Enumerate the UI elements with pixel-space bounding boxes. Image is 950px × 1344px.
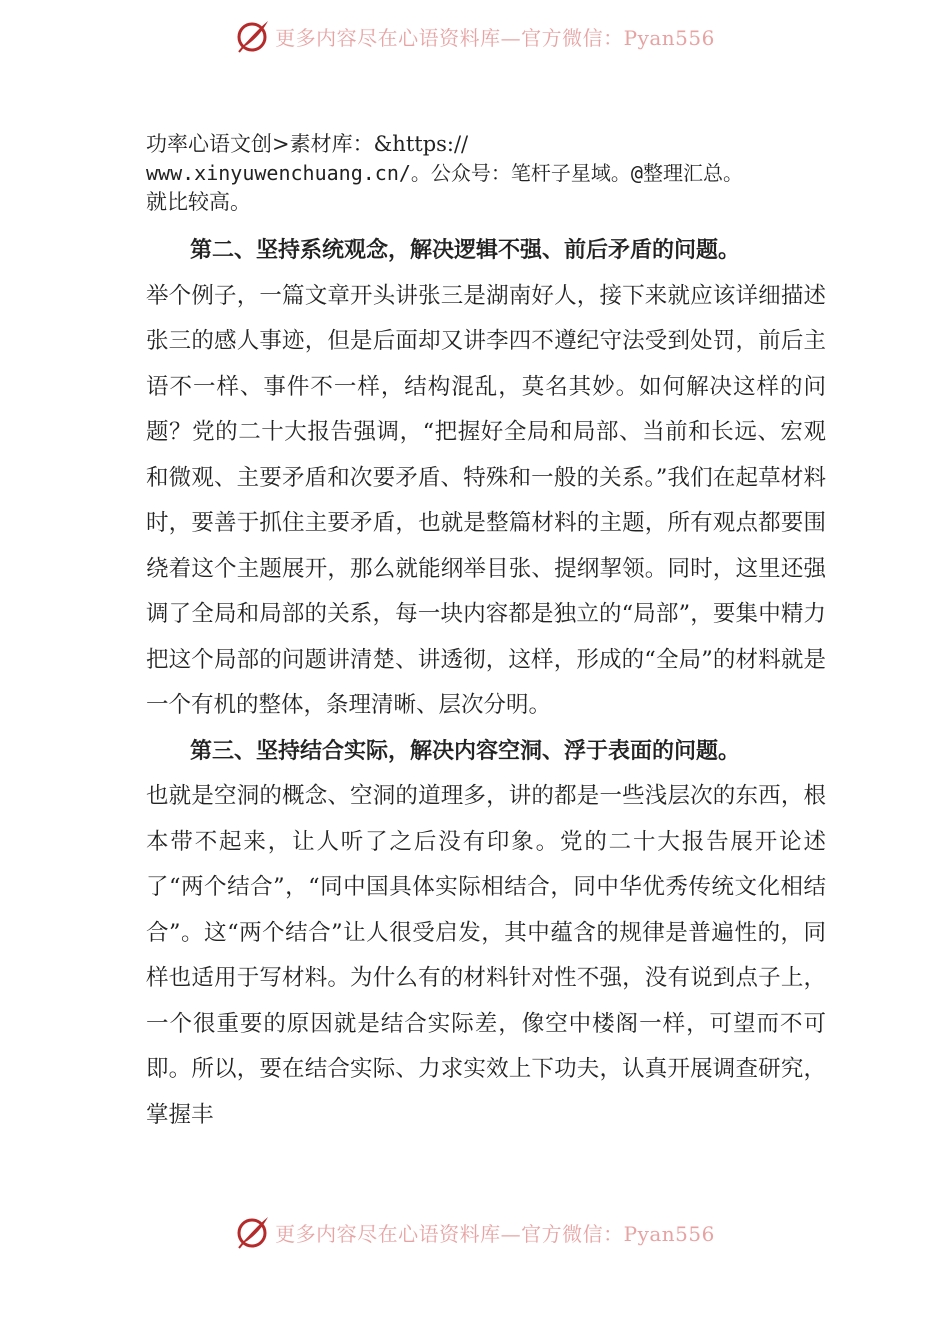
intro-block: [146, 130, 866, 217]
intro-line-3: 就比较高。: [146, 190, 251, 214]
intro-line-1: 功率心语文创>素材库：&https://: [146, 132, 469, 156]
section-heading-3: 第三、坚持结合实际，解决内容空洞、浮于表面的问题。: [190, 738, 741, 764]
banner-text: 更多内容尽在心语资料库—官方微信：Pyan556: [275, 1221, 715, 1246]
footer-banner: [0, 1212, 950, 1252]
section-paragraph-3: 也就是空洞的概念、空洞的道理多，讲的都是一些浅层次的东西，根本带不起来，让人听了之后没有印象。党的二十大报告展开论述了“两个结合”，“同中国具体实际相结合，同中华优秀传统文化相结合”。这“两个结合”让人很受启发，其中蕴含的规律是普遍性的，同样也适用于写材料。为什么有的材料针对性不强，没有说到点子上，一个很重要的原因就是结合实际差，像空中楼阁一样，可望而不可即。所以，要在结合实际、力求实效上下功夫，认真开展调查研究，掌握丰: [146, 783, 826, 1128]
quill-pen-logo-icon: [235, 1214, 271, 1250]
section-paragraph-2: 举个例子，一篇文章开头讲张三是湖南好人，接下来就应该详细描述张三的感人事迹，但是后面却又讲李四不遵纪守法受到处罚，前后主语不一样、事件不一样，结构混乱，莫名其妙。如何解决这样的问题？党的二十大报告强调，“把握好全局和局部、当前和长远、宏观和微观、主要矛盾和次要矛盾、特殊和一般的关系。”我们在起草材料时，要善于抓住主要矛盾，也就是整篇材料的主题，所有观点都要围绕着这个主题展开，那么就能纲举目张、提纲挈领。同时，这里还强调了全局和局部的关系，每一块内容都是独立的“局部”，要集中精力把这个局部的问题讲清楚、讲透彻，这样，形成的“全局”的材料就是一个有机的整体，条理清晰、层次分明。: [146, 282, 826, 718]
banner-text: 更多内容尽在心语资料库—官方微信：Pyan556: [275, 25, 715, 50]
section-heading-2: 第二、坚持系统观念，解决逻辑不强、前后矛盾的问题。: [190, 238, 741, 263]
document-body: [146, 228, 826, 1138]
quill-pen-logo-icon: [235, 18, 271, 54]
header-banner: [0, 16, 950, 56]
intro-line-2: www.xinyuwenchuang.cn/。公众号：笔杆子星域。@整理汇总。: [146, 161, 743, 185]
